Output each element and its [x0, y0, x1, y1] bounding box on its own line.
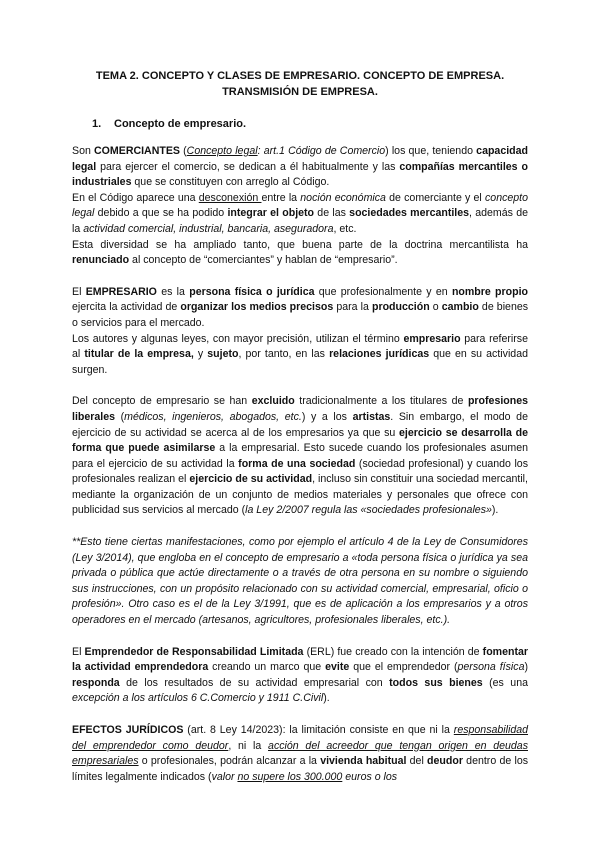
- text-run: : art.1 Código de Comercio: [257, 145, 386, 157]
- text-run: del: [406, 755, 428, 768]
- text-run: excluido: [251, 395, 295, 408]
- text-run: fomentar la actividad emprendedora: [72, 645, 528, 674]
- text-run: producción: [371, 301, 430, 314]
- body-text: [72, 144, 528, 785]
- text-run: integrar el objeto: [227, 207, 315, 220]
- text-run: al concepto de “comerciantes” y hablan de “empresario”.: [129, 254, 398, 267]
- text-run: a la empresarial. Esto sucede cuando los profesionales asumen para el ejercicio de su actividad la: [72, 442, 528, 470]
- text-run: relaciones jurídicas: [329, 348, 430, 361]
- text-run: compañías mercantiles o industriales: [72, 160, 528, 189]
- text-run: ) y a los: [301, 410, 353, 423]
- text-run: deudor: [427, 755, 463, 768]
- paragraph: [72, 285, 528, 332]
- paragraph: [72, 394, 528, 519]
- text-run: para la: [333, 301, 372, 314]
- text-run: ejercicio de su actividad: [189, 473, 313, 486]
- text-run: Los autores y algunas leyes, con mayor precisión, utilizan el término: [72, 332, 404, 345]
- section-title: Concepto de empresario.: [114, 118, 247, 130]
- text-run: (ERL) fue creado con la intención de: [303, 645, 483, 658]
- text-run: que el emprendedor (: [349, 661, 458, 674]
- text-run: persona física o jurídica: [189, 285, 315, 298]
- text-run: cambio: [441, 301, 479, 314]
- text-run: Del concepto de empresario se han: [72, 395, 252, 408]
- paragraph: [72, 535, 528, 629]
- text-run: o profesionales, podrán alcanzar a la: [138, 755, 321, 768]
- text-run: COMERCIANTES: [94, 145, 180, 157]
- text-run: para ejercer el comercio, se dedican a él habitualmente y las: [96, 160, 400, 173]
- paragraph-gap: [72, 269, 528, 285]
- text-run: creando un marco que: [208, 661, 326, 674]
- text-run: no supere los 300.000: [237, 770, 343, 783]
- text-run: y: [193, 348, 208, 361]
- text-run: vivienda habitual: [320, 755, 407, 768]
- text-run: sujeto: [207, 348, 239, 361]
- text-run: , incluso sin constituir una sociedad mercantil, mediante la organización de un conjunto de medios materiales y personales que ofrece con publicidad sus servicios al mercado (: [72, 473, 528, 517]
- text-run: de las: [314, 207, 350, 220]
- text-run: dentro de los límites legalmente indicados (: [72, 755, 529, 783]
- text-run: El: [72, 645, 85, 658]
- text-run: que se constituyen con arreglo al Código.: [131, 176, 330, 189]
- paragraph-gap: [72, 519, 528, 535]
- text-run: euros o los: [342, 770, 398, 783]
- paragraph-gap: [72, 707, 528, 723]
- text-run: médicos, ingenieros, abogados, etc.: [124, 410, 302, 423]
- text-run: El: [72, 285, 86, 298]
- text-run: excepción a los artículos 6 C.Comercio y 1911 C.Civil: [72, 692, 324, 705]
- paragraph: [72, 332, 528, 379]
- text-run: ).: [323, 692, 330, 705]
- text-run: acción del acreedor que tengan origen en deudas empresariales: [72, 739, 528, 768]
- text-run: todos sus bienes: [389, 676, 483, 689]
- text-run: (sociedad profesional) y cuando los profesionales realizan el: [72, 457, 528, 486]
- text-run: organizar los medios precisos: [180, 301, 334, 314]
- text-run: capacidad legal: [72, 145, 528, 173]
- text-run: , ni la: [228, 739, 269, 752]
- paragraph: [72, 723, 528, 785]
- text-run: , por tanto, en las: [238, 348, 330, 361]
- text-run: profesiones liberales: [72, 395, 528, 423]
- text-run: que profesionalmente y en: [314, 285, 452, 298]
- text-run: o: [429, 301, 442, 314]
- text-run: de comerciante y el: [385, 191, 485, 204]
- page-title: [72, 68, 528, 100]
- text-run: tradicionalmente a los titulares de: [294, 395, 468, 408]
- text-run: responda: [72, 676, 120, 689]
- paragraph-gap: [72, 629, 528, 645]
- text-run: es la: [156, 285, 190, 298]
- text-run: EFECTOS JURÍDICOS: [72, 724, 184, 736]
- text-run: renunciado: [72, 254, 130, 267]
- text-run: Son: [72, 145, 95, 157]
- text-run: de los resultados de su actividad empresarial con: [119, 676, 390, 689]
- text-run: desconexión: [198, 191, 262, 204]
- text-run: noción económica: [300, 191, 386, 204]
- paragraph-gap: [72, 378, 528, 394]
- text-run: Emprendedor de Responsabilidad Limitada: [84, 645, 304, 658]
- text-run: En el Código aparece una: [72, 191, 199, 204]
- text-run: **Esto tiene ciertas manifestaciones, como por ejemplo el artículo 4 de la Ley de Consumidores (Ley 3/2014), que engloba en el concepto de empresario a «toda persona física o jurídica ya sea privada o pública que actúe directamente o a través de otra persona en su nombre o siguiendo sus instrucciones, con un propósito relacionado con su actividad comercial, empresarial, oficio o profesión». Otro caso es el de la Ley 3/1991, que es de aplicación a los empresarios y a otros operadores en el mercado (artesanos, agricultores, profesionales liberales, etc.).: [72, 536, 528, 627]
- text-run: responsabilidad del emprendedor como deudor: [72, 724, 529, 752]
- text-run: artistas: [352, 410, 391, 423]
- text-run: . Sin embargo, el modo de ejercicio de su actividad se acerca al de los empresarios ya que su: [72, 410, 528, 439]
- text-run: debido a que se ha podido: [94, 207, 228, 220]
- text-run: (es una: [482, 676, 528, 689]
- text-run: ejercita la actividad de: [72, 301, 181, 314]
- section-number: 1.: [92, 118, 102, 130]
- text-run: titular de la empresa,: [84, 348, 194, 361]
- text-run: EMPRESARIO: [85, 285, 157, 298]
- text-run: forma de una sociedad: [238, 457, 356, 470]
- title-line-1: TEMA 2. CONCEPTO Y CLASES DE EMPRESARIO. CONCEPTO DE EMPRESA.: [95, 70, 505, 82]
- text-run: ) los que, teniendo: [385, 145, 477, 157]
- text-run: valor: [211, 770, 238, 783]
- text-run: que en su actividad surgen.: [72, 348, 528, 376]
- text-run: (: [115, 410, 125, 423]
- text-run: actividad comercial, industrial, bancaria, aseguradora: [83, 222, 334, 235]
- paragraph: [72, 645, 528, 707]
- text-run: para referirse al: [72, 332, 528, 361]
- title-line-2: TRANSMISIÓN DE EMPRESA.: [222, 86, 378, 98]
- paragraph: [72, 191, 528, 238]
- text-run: entre la: [261, 191, 301, 204]
- text-run: de bienes o servicios para el mercado.: [72, 301, 529, 329]
- text-run: , además de la: [72, 207, 528, 235]
- text-run: (: [179, 145, 187, 157]
- text-run: (art. 8 Ley 14/2023): la limitación consiste en que ni la: [183, 724, 454, 736]
- text-run: evite: [325, 661, 350, 674]
- text-run: empresario: [403, 332, 461, 345]
- section-heading: [92, 118, 528, 130]
- text-run: ).: [491, 504, 499, 517]
- text-run: Concepto legal: [186, 145, 258, 157]
- text-run: concepto legal: [72, 191, 528, 220]
- text-run: , etc.: [333, 222, 357, 235]
- text-run: la Ley 2/2007 regula las «sociedades profesionales»: [245, 504, 492, 517]
- text-run: Esta diversidad se ha ampliado tanto, que buena parte de la doctrina mercantilista ha: [72, 238, 528, 251]
- text-run: ejercicio se desarrolla de forma que puede asimilarse: [72, 426, 528, 455]
- paragraph: [72, 144, 528, 191]
- paragraph: [72, 238, 528, 269]
- text-run: persona física: [457, 661, 525, 674]
- text-run: nombre propio: [451, 285, 529, 298]
- text-run: sociedades mercantiles: [349, 207, 470, 220]
- text-run: ): [524, 661, 528, 674]
